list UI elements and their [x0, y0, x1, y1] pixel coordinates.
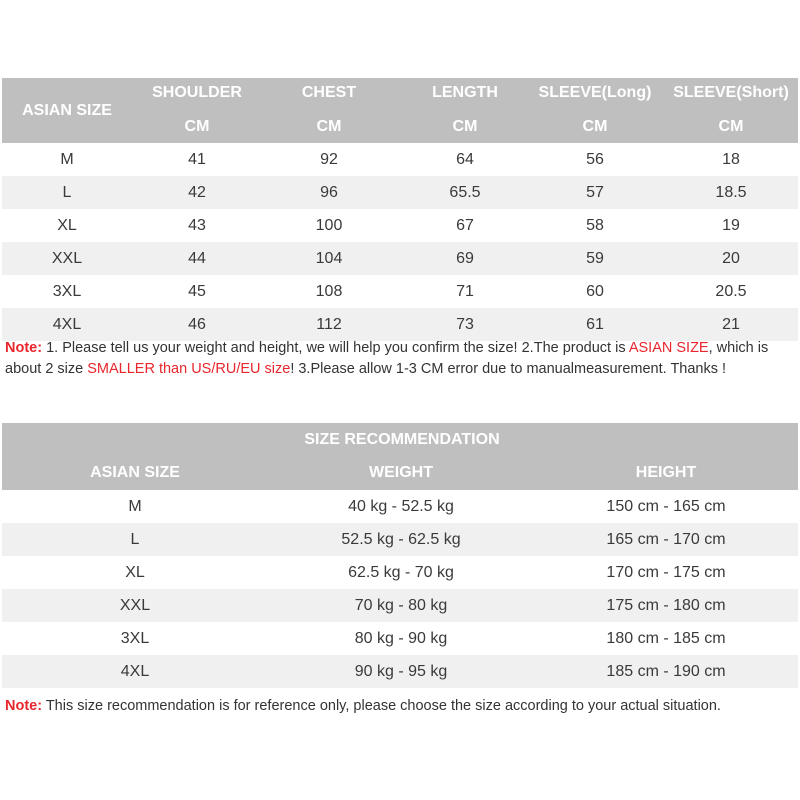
size-recommendation-table — [2, 423, 798, 688]
sleeve-long-cell: 60 — [586, 283, 604, 300]
sleeve-long-cell: 59 — [586, 250, 604, 267]
size-cell: 3XL — [120, 630, 150, 647]
sleeve-short-cell: 19 — [722, 217, 740, 234]
size-cell: M — [128, 498, 142, 515]
chest-cell: 100 — [315, 217, 343, 234]
size-cell: L — [62, 184, 72, 201]
size-chart-note — [5, 338, 795, 380]
length-cell: 73 — [456, 316, 474, 333]
header-weight: WEIGHT — [369, 464, 433, 481]
height-cell: 165 cm - 170 cm — [606, 531, 726, 548]
size-cell: XXL — [119, 597, 151, 614]
header-asian-size: ASIAN SIZE — [90, 464, 180, 481]
sleeve-short-cell: 18.5 — [715, 184, 747, 201]
header-length: LENGTH — [432, 84, 498, 101]
chest-cell: 96 — [320, 184, 338, 201]
weight-cell: 62.5 kg - 70 kg — [348, 564, 454, 581]
size-cell: M — [60, 151, 74, 168]
table-row — [2, 308, 798, 341]
sleeve-long-cell: 58 — [586, 217, 604, 234]
weight-cell: 90 kg - 95 kg — [354, 663, 448, 680]
recommendation-note — [5, 696, 795, 717]
shoulder-cell: 43 — [188, 217, 206, 234]
length-cell: 64 — [456, 151, 474, 168]
table-row — [2, 556, 798, 589]
note-text: This size recommendation is for reference only, please choose the size according to your actual situation. — [42, 698, 721, 714]
table-row — [2, 655, 798, 688]
header-height: HEIGHT — [635, 464, 697, 481]
length-cell: 69 — [456, 250, 474, 267]
note-text: , which is about 2 size — [5, 340, 769, 377]
sleeve-short-cell: 21 — [722, 316, 740, 333]
size-cell: XL — [57, 217, 77, 234]
table-row — [2, 176, 798, 209]
length-cell: 71 — [456, 283, 474, 300]
header-asian-size: ASIAN SIZE — [22, 102, 112, 119]
sleeve-long-cell: 57 — [586, 184, 604, 201]
height-cell: 180 cm - 185 cm — [606, 630, 726, 647]
table-row — [2, 622, 798, 655]
chest-cell: 108 — [315, 283, 343, 300]
sleeve-long-cell: 61 — [586, 316, 604, 333]
asian-size-highlight: ASIAN SIZE — [628, 340, 709, 356]
sleeve-short-cell: 18 — [722, 151, 740, 168]
weight-cell: 80 kg - 90 kg — [354, 630, 448, 647]
sleeve-short-cell: 20.5 — [715, 283, 747, 300]
length-cell: 65.5 — [449, 184, 481, 201]
header-sleeve-short: SLEEVE(Short) — [673, 84, 789, 101]
weight-cell: 52.5 kg - 62.5 kg — [341, 531, 461, 548]
height-cell: 185 cm - 190 cm — [606, 663, 726, 680]
height-cell: 175 cm - 180 cm — [606, 597, 726, 614]
table-row — [2, 275, 798, 308]
chest-cell: 92 — [320, 151, 338, 168]
header-shoulder: SHOULDER — [152, 84, 242, 101]
size-cell: 3XL — [52, 283, 82, 300]
height-cell: 150 cm - 165 cm — [606, 498, 726, 515]
sleeve-short-cell: 20 — [722, 250, 740, 267]
weight-cell: 70 kg - 80 kg — [354, 597, 448, 614]
header-chest-unit: CM — [316, 118, 342, 135]
size-cell: 4XL — [52, 316, 82, 333]
header-sleeve-long: SLEEVE(Long) — [538, 84, 652, 101]
size-cell: 4XL — [120, 663, 150, 680]
table-row — [2, 143, 798, 176]
table-row — [2, 490, 798, 523]
header-chest: CHEST — [301, 84, 357, 101]
chest-cell: 112 — [316, 316, 342, 333]
recommendation-header — [2, 423, 798, 490]
note-text: 1. Please tell us your weight and height, we will help you confirm the size! 2.The product is — [42, 340, 629, 356]
header-sleeve-long-unit: CM — [582, 118, 608, 135]
note-label: Note: — [5, 340, 43, 356]
size-cell: XL — [125, 564, 145, 581]
sleeve-long-cell: 56 — [586, 151, 604, 168]
table-row — [2, 209, 798, 242]
recommendation-title: SIZE RECOMMENDATION — [304, 431, 500, 448]
shoulder-cell: 42 — [188, 184, 206, 201]
header-sleeve-short-unit: CM — [718, 118, 744, 135]
height-cell: 170 cm - 175 cm — [606, 564, 726, 581]
size-chart-table — [2, 78, 798, 340]
header-length-unit: CM — [452, 118, 478, 135]
size-cell: XXL — [51, 250, 83, 267]
length-cell: 67 — [456, 217, 474, 234]
table-row — [2, 589, 798, 622]
shoulder-cell: 44 — [188, 250, 206, 267]
weight-cell: 40 kg - 52.5 kg — [348, 498, 454, 515]
table-row — [2, 242, 798, 275]
table-row — [2, 523, 798, 556]
shoulder-cell: 45 — [188, 283, 206, 300]
shoulder-cell: 46 — [188, 316, 206, 333]
note-label: Note: — [5, 698, 43, 714]
smaller-size-highlight: SMALLER than US/RU/EU size — [87, 361, 291, 377]
note-text: ! 3.Please allow 1-3 CM error due to manualmeasurement. Thanks ! — [290, 361, 727, 377]
header-shoulder-unit: CM — [184, 118, 210, 135]
shoulder-cell: 41 — [188, 151, 206, 168]
size-cell: L — [130, 531, 140, 548]
chest-cell: 104 — [315, 250, 343, 267]
size-chart-header — [2, 78, 798, 143]
